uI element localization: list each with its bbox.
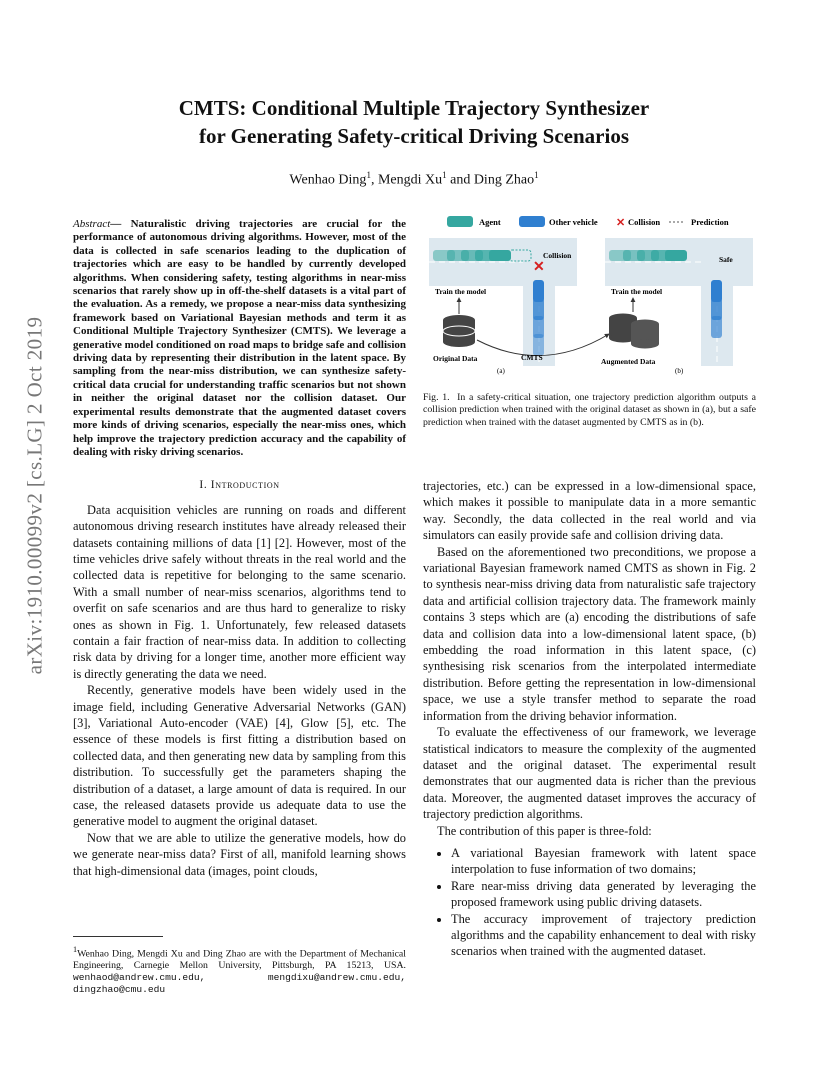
- label-b: (b): [675, 367, 684, 375]
- title-line-1: CMTS: Conditional Multiple Trajectory Synthesizer: [178, 96, 650, 120]
- label-train-b: Train the model: [611, 287, 663, 296]
- title-line-2: for Generating Safety-critical Driving Scenarios: [198, 124, 630, 148]
- figure-1-caption: [423, 392, 756, 429]
- arxiv-id: arXiv:1910.00099v2 [cs.LG] 2 Oct 2019: [22, 316, 47, 674]
- authors: [60, 170, 768, 189]
- label-original: Original Data: [433, 354, 478, 363]
- author-2: , Mengdi Xu: [370, 172, 443, 188]
- right-paragraph-3: To evaluate the effectiveness of our framework, we leverage statistical indicators to measure the complexity of the augmented dataset and the original dataset. The experimental result demonstrates that our augmented data is richer than the previous data. Moreover, the augmented dataset improves the accuracy of trajectory prediction algorithms.: [423, 725, 756, 822]
- affil-mark-2: 1: [442, 170, 447, 180]
- left-column: [73, 218, 406, 879]
- intro-paragraph-1: Data acquisition vehicles are running on roads and different autonomous driving research institutes have already released their datasets containing millions of data [1] [2]. However, most of the time vehicles drive safely without threats in the real world and the collected data is repetitive for belonging to the same scenario. With a small number of near-miss scenarios, algorithms tend to overfit on safe scenarios and are thus hard to generalize to risky ones as shown in Fig. 1. Unfortunately, few released datasets contain a fair fraction of near-miss data. In addition to collecting risk data by driving for a longer time, another more efficient way is directly generating the data we need.: [73, 502, 406, 681]
- footnote-text: Wenhao Ding, Mengdi Xu and Ding Zhao are with the Department of Mechanical Engineering, Carnegie Mellon University, Pittsburgh, PA 15213, USA.: [73, 948, 406, 972]
- right-paragraph-1: trajectories, etc.) can be expressed in a low-dimensional space, which makes it possible to manipulate data in a more semantic way. Secondly, the data collected in the real world and via simulators can easily provide safe and collision driving data.: [423, 479, 756, 543]
- section-numeral: I.: [199, 479, 208, 492]
- label-collision: Collision: [543, 251, 572, 260]
- section-heading: [73, 477, 406, 493]
- panel-b-agent-track: [609, 250, 687, 261]
- legend-collision-icon: ✕: [616, 217, 626, 229]
- arxiv-sidebar: [20, 280, 50, 710]
- right-column: [423, 478, 756, 960]
- original-data-icon: [443, 315, 475, 347]
- caption-text: In a safety-critical situation, one trajectory prediction algorithm outputs a collision prediction when trained with the original dataset as shown in (a), but a safe prediction when trained with the dataset augmented by CMTS as in (b).: [423, 392, 756, 428]
- contribution-item-1: • A variational Bayesian framework with latent space interpolation to fuse information of two domains;: [451, 845, 756, 878]
- figure-1: [423, 214, 756, 378]
- augmented-data-icon: [609, 314, 659, 349]
- section-name: Introduction: [210, 479, 280, 492]
- footnote-rule: [73, 936, 163, 937]
- collision-mark-icon: ✕: [533, 260, 545, 275]
- panel-a-other-track: [533, 280, 544, 356]
- intro-paragraph-3: Now that we are able to utilize the generative models, how do we generate near-miss data? First of all, manifold learning shows that high-dimensional data (images, point clouds,: [73, 830, 406, 878]
- label-cmts: CMTS: [521, 353, 543, 362]
- legend-other: Other vehicle: [549, 217, 598, 227]
- footnote: [73, 944, 406, 996]
- author-1: Wenhao Ding: [289, 172, 367, 188]
- right-paragraph-2: Based on the aforementioned two preconditions, we propose a variational Bayesian framework named CMTS as shown in Fig. 2 to synthesis near-miss driving data from naturalistic safe trajectory data and artificial collision trajectory data. The framework mainly contains 3 steps which are (a) encoding the distributions of safe data and collision data into a low-dimensional latent space, (b) embedding the road information in this latent space, (c) synthesising risk scenarios from the interpolated intermediate distribution. Before getting the representation in low-dimensional space, we use a style transfer method to separate the road information from the driving behavior information.: [423, 544, 756, 723]
- abstract-text: — Naturalistic driving trajectories are crucial for the performance of autonomous driving algorithms. However, most of the data is collected in safe scenarios leading to the duplication of trajectories which are easy to be handled by currently developed algorithms. When considering safety, testing algorithms in near-miss scenarios that rarely show up in off-the-shelf datasets is a vital part of the evaluation. As a remedy, we propose a near-miss data synthesizing framework based on Variational Bayesian methods and term it as Conditional Multiple Trajectory Synthesizer (CMTS). We leverage a generative model conditioned on road maps to bridge safe and collision driving data by representing their distribution in the latent space. By sampling from the near-miss distribution, we can synthesize safety-critical data crucial for understanding traffic scenarios but not shown in neither the original dataset nor the collision dataset. Our experimental results demonstrate that the augmented dataset covers more kinds of driving scenarios, especially the near-miss ones, which help improve the trajectory prediction accuracy and the capability of dealing with risky driving scenarios.: [73, 218, 406, 458]
- footnote-mark: 1: [73, 945, 78, 954]
- author-3: and Ding Zhao: [446, 172, 535, 188]
- legend-agent: Agent: [479, 217, 501, 227]
- footnote-email-2[interactable]: mengdixu@andrew.cmu.edu, dingzhao@cmu.edu: [73, 972, 406, 996]
- label-safe: Safe: [719, 255, 733, 264]
- caption-label: Fig. 1.: [423, 392, 450, 403]
- label-a: (a): [497, 367, 505, 375]
- contribution-item-3: • The accuracy improvement of trajectory prediction algorithms and the capability enhancement to deal with risky scenarios when trained with the augmented dataset.: [451, 911, 756, 960]
- label-augmented: Augmented Data: [601, 357, 656, 366]
- footnote-email-1[interactable]: wenhaod@andrew.cmu.edu,: [73, 972, 206, 984]
- legend-collision: Collision: [628, 217, 661, 227]
- figure-1-diagram: [423, 214, 756, 378]
- contribution-list: [423, 845, 756, 960]
- label-train-a: Train the model: [435, 287, 487, 296]
- contribution-item-2: • Rare near-miss driving data generated by leveraging the proposed framework using public driving datasets.: [451, 878, 756, 911]
- panel-b-other-track: [711, 280, 722, 338]
- affil-mark-1: 1: [366, 170, 371, 180]
- legend: [447, 216, 729, 229]
- legend-agent-icon: [447, 216, 473, 227]
- intro-paragraph-2: Recently, generative models have been widely used in the image field, including Generative Adversarial Networks (GAN) [3], Variational Auto-encoder (VAE) [4], Glow [5], etc. The essence of these models is first fitting a distribution based on collected data, and then generating new data by sampling from this distribution. To successfully get the parameters shaping the distribution of a dataset, a large amount of data is required. In our case, the released datasets provide us adequate data to use the generative model to augment the original dataset.: [73, 683, 406, 829]
- abstract: [73, 218, 406, 459]
- affil-mark-3: 1: [534, 170, 539, 180]
- right-paragraph-4: The contribution of this paper is three-fold:: [437, 823, 652, 838]
- legend-prediction: Prediction: [691, 217, 729, 227]
- paper-title: [60, 94, 768, 150]
- abstract-label: Abstract: [73, 218, 111, 230]
- legend-other-icon: [519, 216, 545, 227]
